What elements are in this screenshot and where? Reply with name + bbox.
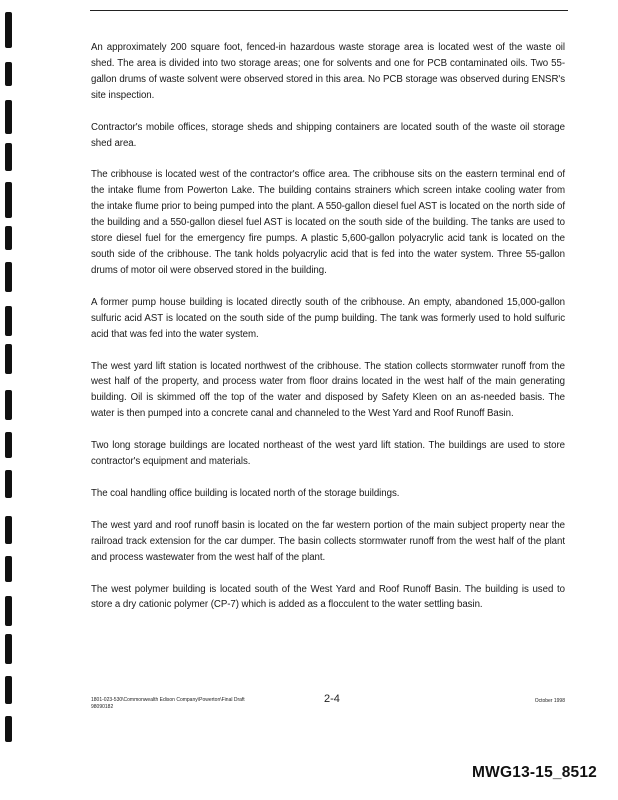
binder-hole — [5, 226, 12, 250]
binder-hole — [5, 12, 12, 48]
footer-project-path: 1801-023-530\Commonwealth Edison Company\Powerton\Final Draft — [91, 697, 245, 703]
paragraph-storage-buildings: Two long storage buildings are located northeast of the west yard lift station. The buildings are used to store contractor's equipment and materials. — [91, 440, 565, 468]
binder-hole — [5, 344, 12, 374]
binder-hole — [5, 516, 12, 544]
paragraph-lift-station: The west yard lift station is located northwest of the cribhouse. The station collects stormwater runoff from the west half of the property, and process water from floor drains located in the west half of the main generating building. Oil is skimmed off the top of the water and disposed by Safety Kleen on an as-needed basis. The water is then pumped into a concrete canal and channeled to the West Yard and Roof Runoff Basin. — [91, 360, 565, 420]
paragraph-hazardous-waste-area: An approximately 200 square foot, fenced-in hazardous waste storage area is located west of the waste oil shed. The area is divided into two storage areas; one for solvents and one for PCB contaminated oils. Two 55-gallon drums of waste solvent were observed stored in this area. No PCB storage was observed during ENSR's site inspection. — [91, 42, 565, 101]
paragraph-polymer-building: The west polymer building is located south of the West Yard and Roof Runoff Basin. The building is used to store a dry cationic polymer (CP-7) which is added as a flocculent to the water settling basin. — [91, 583, 565, 611]
binder-hole — [5, 634, 12, 664]
page-footer — [91, 693, 565, 713]
document-body — [91, 40, 565, 629]
footer-date: October 1998 — [534, 698, 565, 704]
binder-hole — [5, 262, 12, 292]
page-number: 2-4 — [324, 693, 340, 705]
paragraph-pump-house: A former pump house building is located directly south of the cribhouse. An empty, abandoned 15,000-gallon sulfuric acid AST is located on the south side of the pump building. The tank was formerly used to hold sulfuric acid that was fed into the water system. — [91, 296, 565, 340]
binder-hole — [5, 390, 12, 420]
binder-holes — [5, 0, 17, 800]
binder-hole — [5, 143, 12, 171]
paragraph-coal-handling-office: The coal handling office building is located north of the storage buildings. — [91, 487, 400, 499]
paragraph-runoff-basin: The west yard and roof runoff basin is located on the far western portion of the main subject property near the railroad track extension for the car dumper. The basin collects stormwater runoff from the west half of the plant and process wastewater from the west half of the plant. — [91, 519, 565, 563]
binder-hole — [5, 100, 12, 134]
binder-hole — [5, 716, 12, 742]
paragraph-contractor-offices: Contractor's mobile offices, storage sheds and shipping containers are located south of the waste oil storage shed area. — [91, 121, 565, 149]
footer-project-number: 98090182 — [91, 704, 114, 710]
bates-number: MWG13-15_8512 — [472, 764, 597, 781]
binder-hole — [5, 470, 12, 498]
binder-hole — [5, 306, 12, 336]
binder-hole — [5, 182, 12, 218]
binder-hole — [5, 676, 12, 704]
footer-project-reference — [91, 697, 245, 711]
header-rule — [90, 10, 568, 11]
binder-hole — [5, 432, 12, 458]
binder-hole — [5, 62, 12, 86]
binder-hole — [5, 596, 12, 626]
binder-hole — [5, 556, 12, 582]
paragraph-cribhouse: The cribhouse is located west of the contractor's office area. The cribhouse sits on the eastern terminal end of the intake flume from Powerton Lake. The building contains strainers which screen intake cooling water from the intake flume prior to being pumped into the plant. A 550-gallon diesel fuel AST is located on the north side of the building and a 550-gallon diesel fuel AST is located on the south side of the building. The tanks are used to store diesel fuel for the emergency fire pumps. A plastic 5,600-gallon polyacrylic acid tank is located on the south side of the cribhouse. The tank holds polyacrylic acid that is fed into the water system. Three 55-gallon drums of motor oil were observed stored in the building. — [91, 169, 565, 276]
